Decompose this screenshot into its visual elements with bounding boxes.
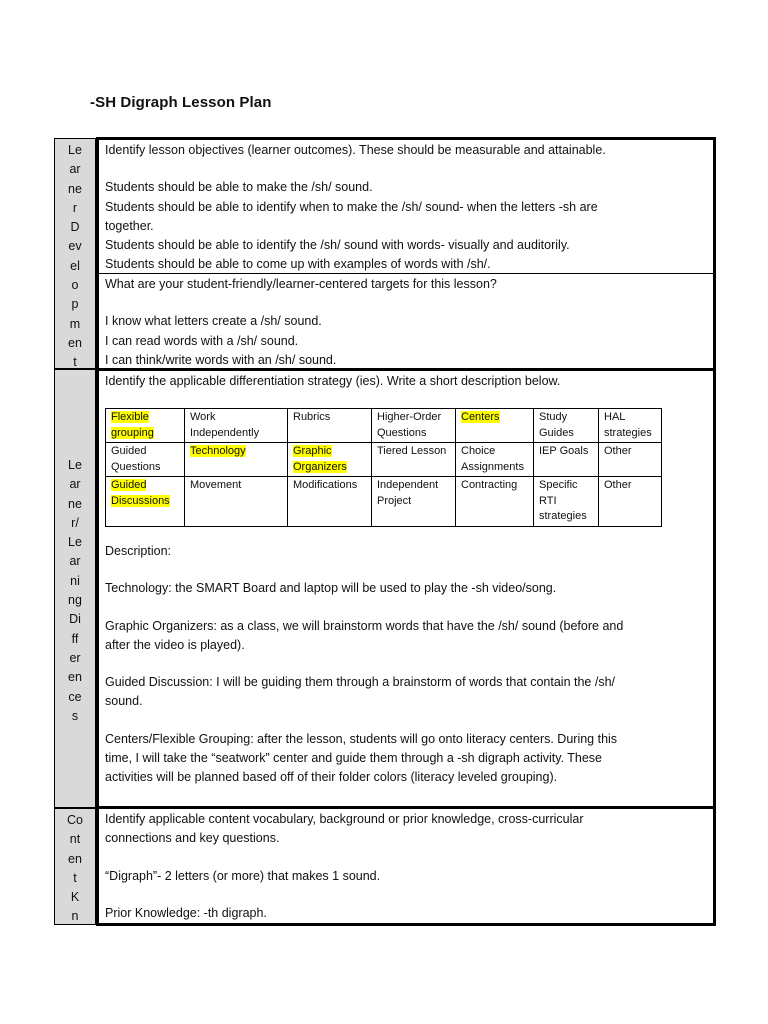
strategy-label: Assignments <box>461 460 524 473</box>
strategy-label: Discussions <box>111 494 170 507</box>
strategy-cell <box>185 409 288 443</box>
side-label-char: en <box>68 851 82 866</box>
strategy-label: Study <box>539 411 568 423</box>
side-label-char: ar <box>69 477 81 492</box>
centers-description: time, I will take the “seatwork” center and guide them through a -sh digraph activity. These <box>105 751 603 766</box>
strategy-cell <box>106 443 185 477</box>
table-row <box>106 443 662 477</box>
targets-prompt: What are your student-friendly/learner-centered targets for this lesson? <box>105 277 497 291</box>
side-label-learning-differences <box>54 369 96 808</box>
side-label-char: Di <box>69 612 81 627</box>
strategy-label: Questions <box>111 460 161 473</box>
content-knowledge-cell <box>96 810 716 923</box>
strategy-label: RTI <box>539 494 557 507</box>
strategy-cell <box>106 477 185 527</box>
strategy-cell <box>599 477 662 527</box>
objective-line: together. <box>105 218 154 233</box>
table-row <box>106 409 662 443</box>
strategy-label: strategies <box>539 510 587 522</box>
strategy-label: Organizers <box>293 460 347 473</box>
objective-line: Students should be able to identify when to make the /sh/ sound- when the letters -sh are <box>105 199 598 214</box>
strategy-label: Centers <box>461 411 500 423</box>
centers-description: Centers/Flexible Grouping: after the lesson, students will go onto literacy centers. During this <box>105 731 618 746</box>
objective-line: Students should be able to identify the /sh/ sound with words- visually and auditorily. <box>105 238 570 253</box>
side-label-char: er <box>69 650 81 665</box>
target-line: I know what letters create a /sh/ sound. <box>105 314 322 329</box>
strategy-cell <box>456 477 534 527</box>
guided-discussion-description: Guided Discussion: I will be guiding them through a brainstorm of words that contain the /sh/ <box>105 675 615 690</box>
side-label-char: s <box>71 708 79 723</box>
strategy-cell <box>288 443 372 477</box>
content-knowledge-prompt: connections and key questions. <box>105 831 280 846</box>
side-label-char: Co <box>67 813 83 827</box>
side-label-content-knowledge <box>54 808 96 925</box>
strategy-label: Movement <box>190 479 242 491</box>
side-label-char: o <box>71 278 79 293</box>
differentiation-prompt: Identify the applicable differentiation strategy (ies). Write a short description below. <box>105 374 561 388</box>
strategy-label: Higher-Order <box>377 411 442 423</box>
content-knowledge-prompt: Identify applicable content vocabulary, background or prior knowledge, cross-curricular <box>105 812 584 826</box>
strategy-label: Modifications <box>293 479 358 491</box>
strategy-cell <box>534 443 599 477</box>
strategy-label: Guides <box>539 426 574 439</box>
side-label-char: en <box>68 335 82 350</box>
strategy-label: Guided <box>111 445 147 457</box>
strategy-cell <box>599 409 662 443</box>
strategy-label: Other <box>604 479 632 491</box>
description-label: Description: <box>105 544 171 558</box>
side-label-learner-development <box>54 138 96 369</box>
strategy-label: HAL <box>604 411 626 423</box>
strategy-cell <box>534 477 599 527</box>
strategy-label: Contracting <box>461 479 518 491</box>
strategy-cell <box>456 409 534 443</box>
side-label-char: ne <box>68 181 82 196</box>
strategy-label: Independently <box>190 426 260 439</box>
strategy-cell <box>185 443 288 477</box>
target-line: I can think/write words with an /sh/ sound. <box>105 352 337 367</box>
strategy-cell <box>372 477 456 527</box>
side-label-char: ng <box>68 593 82 608</box>
strategy-label: Questions <box>377 426 427 439</box>
side-label-char: ar <box>69 554 81 569</box>
strategy-label: Project <box>377 494 412 507</box>
strategy-label: strategies <box>604 426 652 439</box>
strategy-cell <box>288 409 372 443</box>
digraph-definition: “Digraph”- 2 letters (or more) that makes 1 sound. <box>105 868 381 883</box>
targets-cell <box>96 275 716 370</box>
side-label-char: nt <box>69 832 81 847</box>
side-label-char: t <box>73 355 77 370</box>
strategy-label: Guided <box>111 479 147 491</box>
strategy-cell <box>106 409 185 443</box>
strategy-label: Tiered Lesson <box>377 445 447 457</box>
table-row <box>106 477 662 527</box>
strategy-cell <box>185 477 288 527</box>
side-label-char: ne <box>68 496 82 511</box>
differentiation-intro <box>96 372 716 391</box>
side-label-char: n <box>71 909 79 924</box>
side-label-char: en <box>68 670 82 685</box>
side-label-char: ev <box>68 239 82 254</box>
strategy-label: Technology <box>190 445 246 457</box>
side-label-char: ni <box>70 573 80 588</box>
side-label-char: Le <box>68 535 82 550</box>
strategy-label: Choice <box>461 445 496 457</box>
strategy-label: grouping <box>111 426 154 439</box>
strategy-label: Rubrics <box>293 411 331 423</box>
graphic-organizers-description: after the video is played). <box>105 637 245 652</box>
strategy-label: Specific <box>539 479 578 491</box>
side-label-char: r/ <box>71 515 79 530</box>
side-label-char: ff <box>71 631 79 646</box>
strategy-label: Flexible <box>111 411 149 423</box>
target-line: I can read words with a /sh/ sound. <box>105 333 299 348</box>
side-label-char: t <box>73 870 77 885</box>
strategy-label: Independent <box>377 479 439 491</box>
side-label-char: el <box>70 258 80 273</box>
strategy-label: IEP Goals <box>539 445 589 457</box>
side-label-char: K <box>70 890 80 905</box>
side-label-char: r <box>72 200 78 215</box>
side-label-char: m <box>69 316 81 331</box>
strategy-table <box>105 408 662 527</box>
page-title: -SH Digraph Lesson Plan <box>90 94 272 111</box>
strategy-cell <box>372 409 456 443</box>
side-label-char: Le <box>68 458 82 472</box>
centers-description: activities will be planned based off of their folder colors (literacy leveled grouping). <box>105 770 558 785</box>
objective-line: Students should be able to come up with examples of words with /sh/. <box>105 257 491 272</box>
prior-knowledge: Prior Knowledge: -th digraph. <box>105 905 267 920</box>
objective-line: Students should be able to make the /sh/ sound. <box>105 180 373 195</box>
side-label-char: ar <box>69 162 81 177</box>
objectives-cell <box>96 141 716 275</box>
strategy-cell <box>372 443 456 477</box>
technology-description: Technology: the SMART Board and laptop will be used to play the -sh video/song. <box>105 581 557 596</box>
side-label-char: D <box>70 220 80 235</box>
strategy-cell <box>456 443 534 477</box>
strategy-cell <box>599 443 662 477</box>
strategy-label: Work <box>190 411 216 423</box>
graphic-organizers-description: Graphic Organizers: as a class, we will brainstorm words that have the /sh/ sound (before and <box>105 618 624 633</box>
side-label-char: ce <box>68 689 82 704</box>
strategy-label: Graphic <box>293 445 332 457</box>
strategy-cell <box>288 477 372 527</box>
differentiation-description <box>96 542 716 788</box>
guided-discussion-description: sound. <box>105 694 143 709</box>
strategy-label: Other <box>604 445 632 457</box>
side-label-char: p <box>71 297 79 312</box>
objectives-prompt: Identify lesson objectives (learner outcomes). These should be measurable and attainable. <box>105 143 606 157</box>
side-label-char: Le <box>68 143 82 157</box>
strategy-cell <box>534 409 599 443</box>
